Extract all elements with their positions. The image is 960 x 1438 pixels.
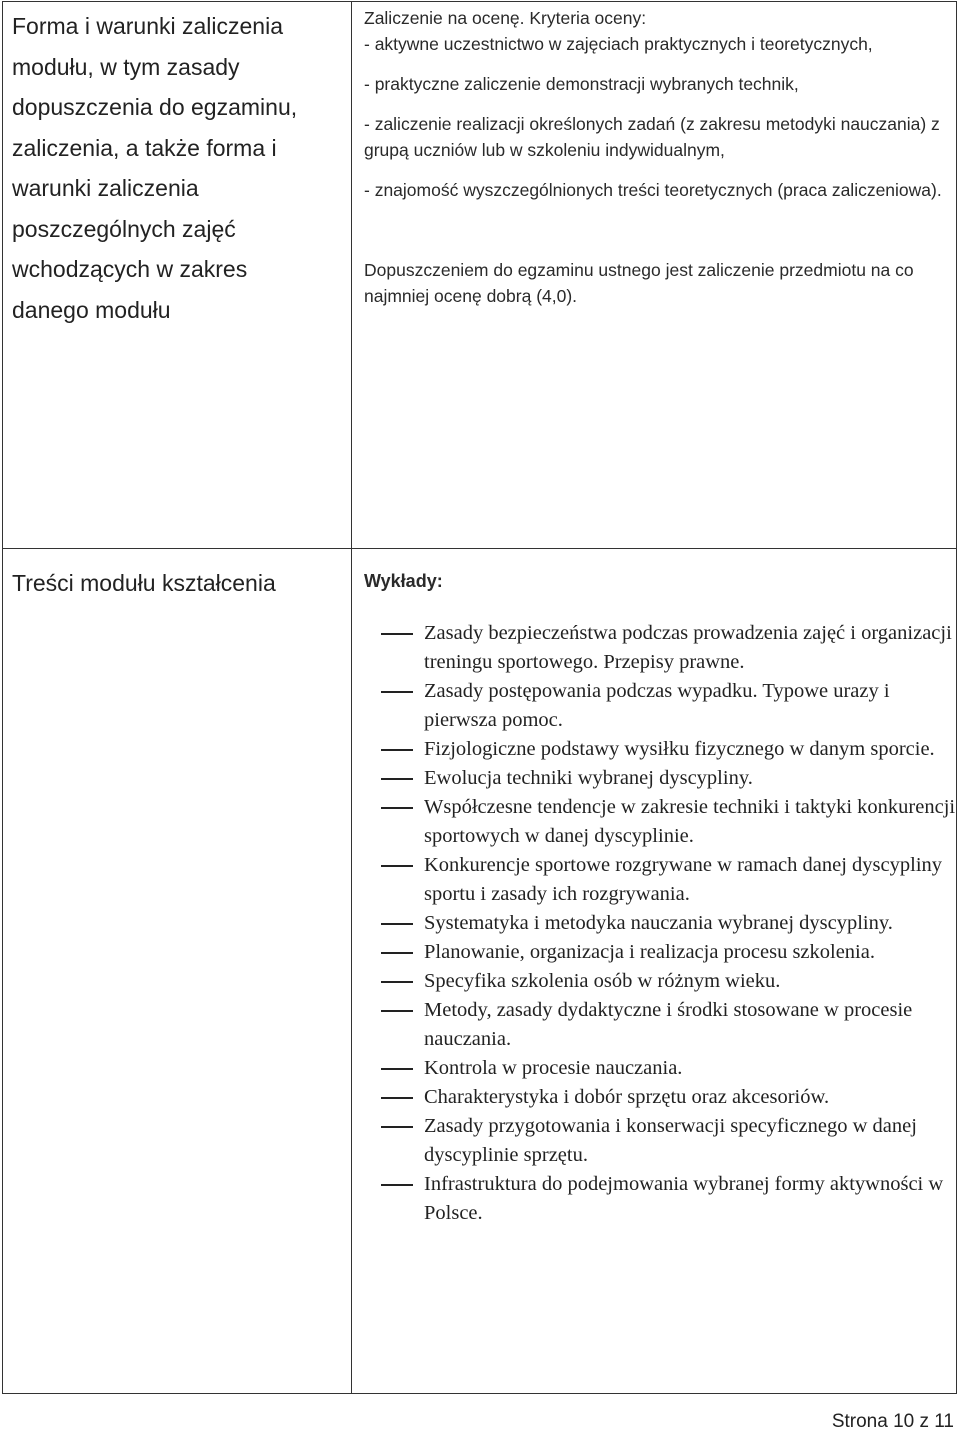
dash-bullet-icon <box>381 1097 413 1099</box>
list-item: Współczesne tendencje w zakresie techniki i taktyki konkurencji sportowych w danej dyscyplinie. <box>352 793 956 851</box>
lectures-list <box>352 619 956 1228</box>
label-line: wchodzących w zakres <box>12 256 248 282</box>
list-item: Planowanie, organizacja i realizacja procesu szkolenia. <box>352 938 956 967</box>
dash-bullet-icon <box>381 1184 413 1186</box>
dash-bullet-icon <box>381 1126 413 1128</box>
criterion: - znajomość wyszczególnionych treści teoretycznych (praca zaliczeniowa). <box>364 180 942 200</box>
dash-bullet-icon <box>381 1068 413 1070</box>
dash-bullet-icon <box>381 923 413 925</box>
list-item: Konkurencje sportowe rozgrywane w ramach danej dyscypliny sportu i zasady ich rozgrywania. <box>352 851 956 909</box>
label-line: danego modułu <box>12 296 171 323</box>
lectures-cell <box>352 549 957 1394</box>
assessment-label-cell <box>3 2 352 549</box>
assessment-content <box>352 2 956 309</box>
list-item: Systematyka i metodyka nauczania wybranej dyscypliny. <box>352 909 956 938</box>
list-item: Specyfika szkolenia osób w różnym wieku. <box>352 967 956 996</box>
dash-bullet-icon <box>381 1010 413 1012</box>
label-line: poszczególnych zajęć <box>12 215 236 242</box>
lectures-heading: Wykłady: <box>364 571 443 591</box>
dash-bullet-icon <box>381 807 413 809</box>
dash-bullet-icon <box>381 952 413 954</box>
content-label: Treści modułu kształcenia <box>12 570 276 596</box>
criterion: - praktyczne zaliczenie demonstracji wybranych technik, <box>364 74 799 94</box>
label-line: zaliczenia, a także forma i <box>12 134 277 161</box>
criterion: - aktywne uczestnictwo w zajęciach praktycznych i teoretycznych, <box>364 34 873 54</box>
dash-bullet-icon <box>381 865 413 867</box>
page-number: Strona 10 z 11 <box>831 1411 954 1432</box>
label-line: dopuszczenia do egzaminu, <box>12 94 298 120</box>
criterion: - zaliczenie realizacji określonych zadań (z zakresu metodyki nauczania) z grupą uczniów lub w szkoleniu indywidualnym, <box>364 114 940 160</box>
content-label-cell <box>3 549 352 1394</box>
list-item: Ewolucja techniki wybranej dyscypliny. <box>352 764 956 793</box>
assessment-row <box>3 2 957 549</box>
module-table <box>2 1 957 1394</box>
label-line: Forma i warunki zaliczenia <box>12 13 283 39</box>
assessment-content-cell <box>352 2 957 549</box>
list-item: Infrastruktura do podejmowania wybranej formy aktywności w Polsce. <box>352 1170 956 1228</box>
list-item: Metody, zasady dydaktyczne i środki stosowane w procesie nauczania. <box>352 996 956 1054</box>
list-item: Kontrola w procesie nauczania. <box>352 1054 956 1083</box>
exam-admission-text: Dopuszczeniem do egzaminu ustnego jest zaliczenie przedmiotu na co najmniej ocenę dobrą (4,0). <box>364 260 914 306</box>
content-row <box>3 549 957 1394</box>
label-line: modułu, w tym zasady <box>12 53 240 80</box>
dash-bullet-icon <box>381 778 413 780</box>
list-item: Zasady przygotowania i konserwacji specyficznego w danej dyscyplinie sprzętu. <box>352 1112 956 1170</box>
grading-intro: Zaliczenie na ocenę. Kryteria oceny: <box>364 8 647 28</box>
dash-bullet-icon <box>381 749 413 751</box>
assessment-label <box>3 2 351 330</box>
dash-bullet-icon <box>381 633 413 635</box>
label-line: warunki zaliczenia <box>12 175 199 201</box>
list-item: Charakterystyka i dobór sprzętu oraz akcesoriów. <box>352 1083 956 1112</box>
list-item: Zasady bezpieczeństwa podczas prowadzenia zajęć i organizacji treningu sportowego. Przepisy prawne. <box>352 619 956 677</box>
list-item: Zasady postępowania podczas wypadku. Typowe urazy i pierwsza pomoc. <box>352 677 956 735</box>
list-item: Fizjologiczne podstawy wysiłku fizycznego w danym sporcie. <box>352 735 956 764</box>
dash-bullet-icon <box>381 691 413 693</box>
dash-bullet-icon <box>381 981 413 983</box>
